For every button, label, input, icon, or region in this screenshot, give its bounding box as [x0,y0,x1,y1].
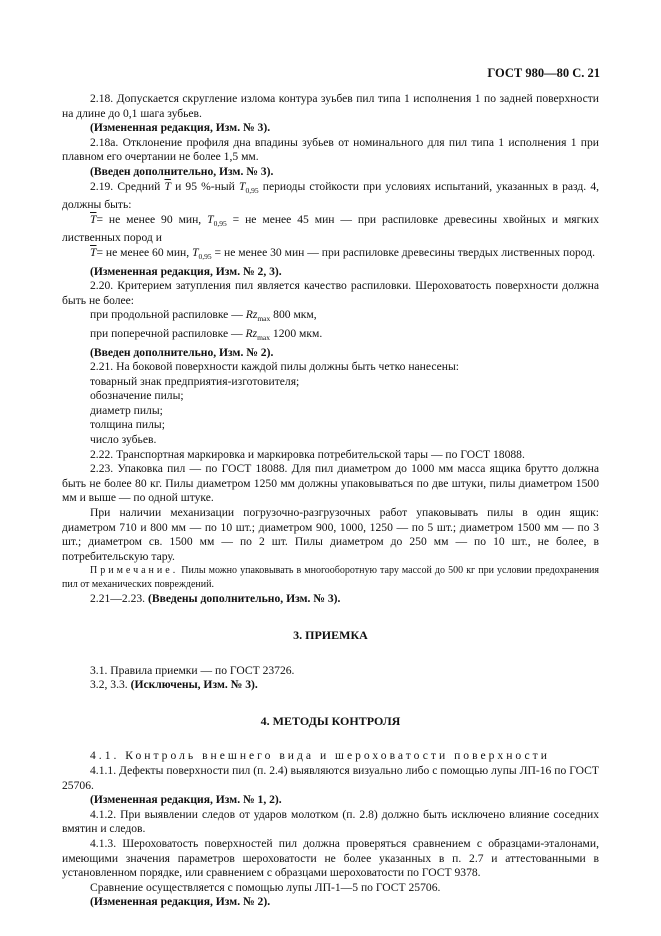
clause-4-1-1: 4.1.1. Дефекты поверхности пил (п. 2.4) выявляются визуально либо с помощью лупы ЛП-16 по ГОСТ 25706. [62,763,599,792]
clause-2-22: 2.22. Транспортная маркировка и маркировка потребительской тары — по ГОСТ 18088. [90,447,525,461]
roughness-longitudinal: при продольной распиловке — $Rz_{max}$ 800 мкм, [90,308,317,324]
page-header: ГОСТ 980—80 С. 21 [487,66,600,80]
clause-2-18: 2.18. Допускается скругление излома контура зуьбев пил типа 1 исполнения 1 по задней поверхности на длине до 0,1 шага зубьев. [62,92,599,120]
clause-4-1: 4.1. Контроль внешнего вида и шероховатости поверхности [90,749,550,763]
clause-4-1-3-comparison: Сравнение осуществляется с помощью лупы ЛП-1—5 по ГОСТ 25706. [90,880,441,894]
clause-2-20: 2.20. Критерием затупления пил является качество распиловки. Шероховатость поверхности должна быть не более: [62,279,599,307]
section-4-title: 4. МЕТОДЫ КОНТРОЛЯ [260,713,401,728]
amendment-note-range: 2.21—2.23. (Введены дополнительно, Изм. № 3). [90,592,341,606]
clause-3-1: 3.1. Правила приемки — по ГОСТ 23726. [90,663,295,677]
section-3-title: 3. ПРИЕМКА [293,628,368,642]
clause-2-19: 2.19. Средний $\overline{T}$ и 95 %-ный $T_{0,95}$ периоды стойкости при условиях испытаний, указанных в разд. 4, должны быть: [62,179,600,212]
document-body [62,92,599,910]
marking-item: число зубьев. [90,433,157,447]
marking-item: товарный знак предприятия-изготовителя; [90,374,300,388]
clause-2-19-hardwood: $\overline{T}=$ не менее 60 мин, $T_{0,95}$ = не менее 30 мин — при распиловке древесины твердых лиственных пород. [90,245,596,261]
clause-2-21: 2.21. На боковой поверхности каждой пилы должны быть четко нанесены: [90,360,459,374]
clause-2-23-mechanized: При наличии механизации погрузочно-разгрузочных работ упаковывать пилы в один ящик: диаметром 710 и 800 мм — по 10 шт.; диаметром 900, 1000, 1250 — по 5 шт.; диаметром 1500 мм — по 3 шт.; диаметром св. 1500 мм — по 2 шт. Пилы диаметром до 250 мм — по 10 шт., не более, в потребительскую тару. [62,506,599,563]
clause-2-19-softwood: $\overline{T}=$ не менее 90 мин, $T_{0,95}$ = не менее 45 мин — при распиловке древесины хвойных и мягких лиственных пород и [62,212,599,245]
amendment-note: (Измененная редакция, Изм. № 1, 2). [90,793,282,807]
clause-2-23: 2.23. Упаковка пил — по ГОСТ 18088. Для пил диаметром до 1000 мм масса ящика брутто должна быть не более 80 кг. Пилы диаметром 1250 мм должны упаковываться по две штуки, пилы диаметром 1500 мм и выше — по одной штуке. [62,462,599,505]
amendment-note: (Измененная редакция, Изм. № 2, 3). [90,264,282,278]
note: Примечание. Пилы можно упаковывать в многооборотную тару массой до 500 кг при условии предохранения пил от механических повреждений. [62,565,599,591]
marking-item: толщина пилы; [90,418,165,432]
clause-2-18a: 2.18а. Отклонение профиля дна впадины зубьев от номинального для пил типа 1 исполнения 1 при плавном его очертании не более 1,5 мм. [62,135,599,164]
amendment-note: (Введен дополнительно, Изм. № 2). [90,345,274,359]
amendment-note: (Измененная редакция, Изм. № 2). [90,895,271,909]
marking-item: обозначение пилы; [90,389,184,403]
amendment-note: (Измененная редакция, Изм. № 3). [90,121,271,135]
clause-4-1-3: 4.1.3. Шероховатость поверхностей пил должна проверяться сравнением с образцами-эталонами, имеющими значения параметров шероховатости не более указанных в п. 2.7 и аттестованными в установленном порядке, или сравнением с образцами шероховатости по ГОСТ 9378. [62,836,599,880]
clause-3-2-3-3: 3.2, 3.3. (Исключены, Изм. № 3). [90,678,258,692]
marking-item: диаметр пилы; [90,403,163,417]
amendment-note: (Введен дополнительно, Изм. № 3). [90,164,274,178]
clause-4-1-2: 4.1.2. При выявлении следов от ударов молотком (п. 2.8) должно быть исключено влияние соседних вмятин и следов. [62,807,599,836]
roughness-cross: при поперечной распиловке — $Rz_{max}$ 1200 мкм. [90,326,323,342]
